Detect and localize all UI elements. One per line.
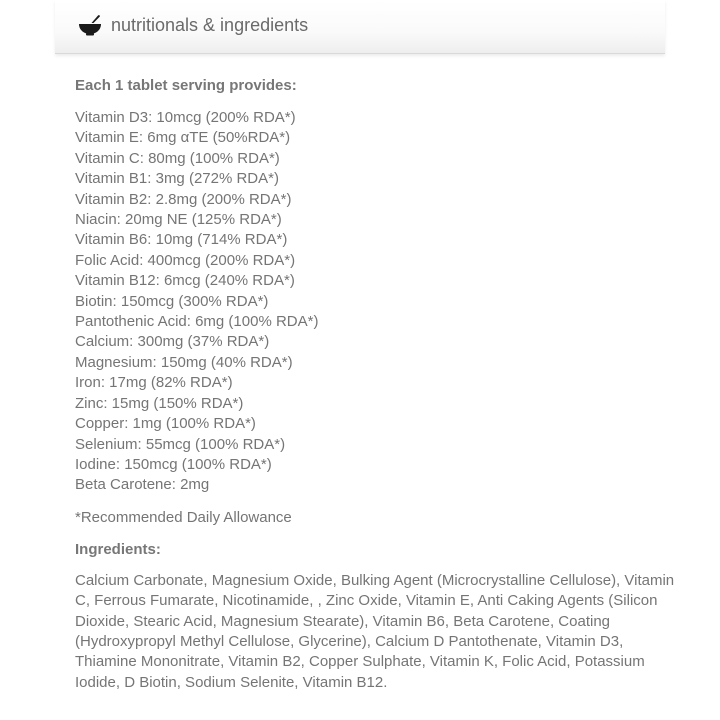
nutrient-item: Iron: 17mg (82% RDA*) bbox=[75, 374, 233, 392]
ingredients-text: Calcium Carbonate, Magnesium Oxide, Bulking Agent (Microcrystalline Cellulose), Vitamin C, Ferrous Fumarate, Nicotinamide, , Zinc Oxide, Vitamin E, Anti Caking Agents (Silicon Dioxide, Stearic Acid, Magnesium Stearate), Vitamin B6, Beta Carotene, Coating (Hydroxypropyl Methyl Cellulose, Glycerine), Calcium D Pantothenate, Vitamin D3, Thiamine Mononitrate, Vitamin B2, Copper Sulphate, Vitamin K, Folic Acid, Potassium Iodide, D Biotin, Sodium Selenite, Vitamin B12. bbox=[75, 571, 675, 691]
nutrient-item: Magnesium: 150mg (40% RDA*) bbox=[75, 353, 293, 371]
nutrient-item: Vitamin B1: 3mg (272% RDA*) bbox=[75, 170, 279, 188]
nutrient-item: Zinc: 15mg (150% RDA*) bbox=[75, 394, 244, 412]
nutrient-item: Selenium: 55mcg (100% RDA*) bbox=[75, 435, 286, 453]
nutrient-item: Vitamin D3: 10mcg (200% RDA*) bbox=[75, 109, 296, 126]
nutrient-item: Calcium: 300mg (37% RDA*) bbox=[75, 333, 270, 351]
nutrient-item: Pantothenic Acid: 6mg (100% RDA*) bbox=[75, 313, 319, 331]
nutrient-item: Vitamin E: 6mg αTE (50%RDA*) bbox=[75, 129, 291, 147]
nutritionals-tab-header[interactable] bbox=[55, 0, 665, 54]
nutrient-item: Vitamin B2: 2.8mg (200% RDA*) bbox=[75, 190, 292, 208]
nutrient-item: Beta Carotene: 2mg bbox=[75, 476, 210, 494]
rda-footnote: *Recommended Daily Allowance bbox=[75, 508, 292, 526]
nutrient-item: Vitamin B12: 6mcg (240% RDA*) bbox=[75, 272, 295, 290]
section-title: nutritionals & ingredients bbox=[111, 15, 309, 35]
mortar-and-pestle-icon bbox=[78, 13, 102, 37]
nutrient-item: Iodine: 150mcg (100% RDA*) bbox=[75, 455, 272, 473]
nutrient-item: Vitamin B6: 10mg (714% RDA*) bbox=[75, 231, 288, 249]
nutrient-item: Niacin: 20mg NE (125% RDA*) bbox=[75, 211, 282, 229]
nutrient-list bbox=[75, 108, 675, 496]
nutrient-item: Biotin: 150mcg (300% RDA*) bbox=[75, 292, 269, 310]
nutrient-item: Folic Acid: 400mcg (200% RDA*) bbox=[75, 251, 296, 269]
nutrition-content bbox=[75, 76, 675, 693]
nutrient-item: Vitamin C: 80mg (100% RDA*) bbox=[75, 149, 280, 167]
ingredients-heading: Ingredients: bbox=[75, 540, 161, 558]
serving-heading: Each 1 tablet serving provides: bbox=[75, 77, 297, 94]
nutrient-item: Copper: 1mg (100% RDA*) bbox=[75, 415, 256, 433]
